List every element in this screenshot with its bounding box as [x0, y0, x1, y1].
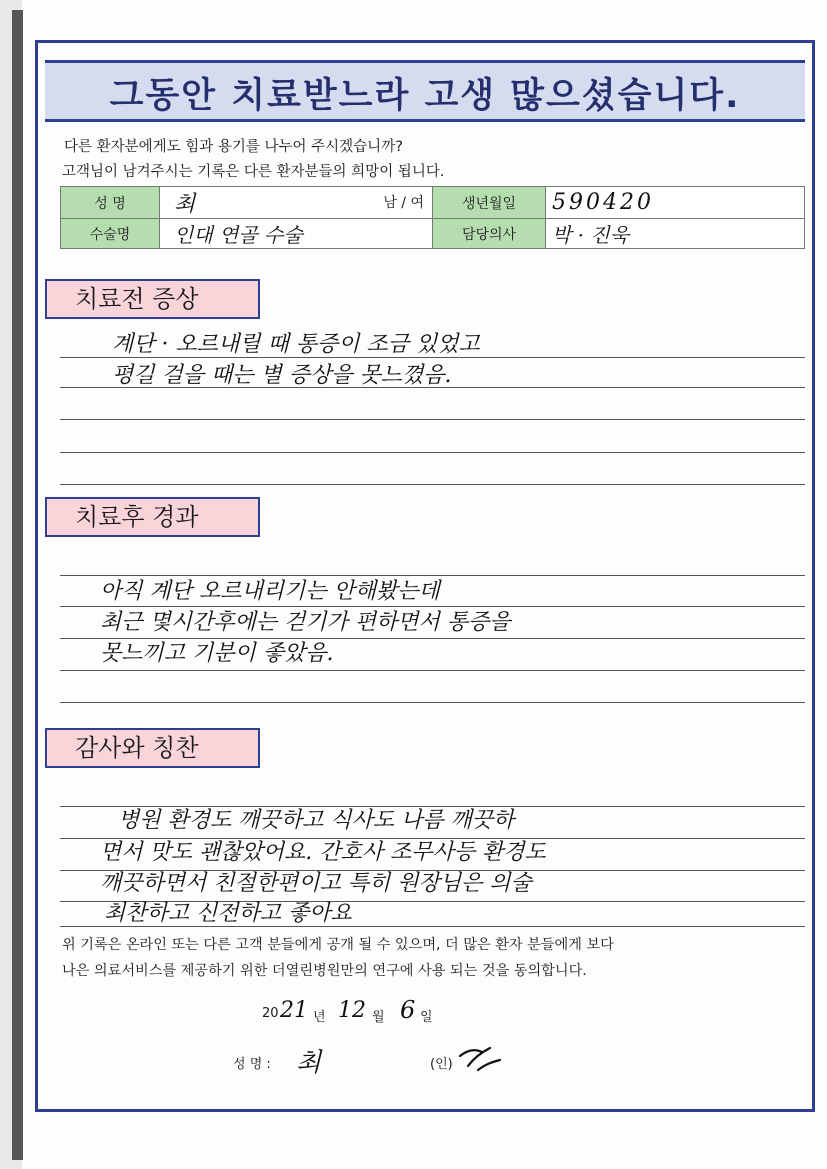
- scan-binding-bar: [12, 10, 23, 1160]
- after-text-line-2: 최근 몇시간후에는 걷기가 편하면서 통증을: [100, 610, 511, 635]
- date-year-prefix: 20: [262, 1006, 279, 1021]
- birth-field[interactable]: [546, 187, 805, 219]
- birth-value: 590420: [552, 190, 654, 215]
- date-month-value[interactable]: 12: [338, 998, 366, 1023]
- rule-line: [60, 484, 805, 485]
- thanks-praise-heading: 감사와 칭찬: [45, 728, 260, 768]
- birth-label: 생년월일: [433, 187, 546, 219]
- consent-line-2: 나은 의료서비스를 제공하기 위한 더열린병원만의 연구에 사용 되는 것을 동의합니다.: [62, 963, 587, 979]
- after-text-line-1: 아직 계단 오르내리기는 안해봤는데: [100, 579, 440, 604]
- thanks-text-line-4: 최찬하고 신전하고 좋아요: [104, 901, 352, 926]
- seal-label: (인): [430, 1057, 453, 1072]
- thanks-text-line-3: 깨끗하면서 친절한편이고 특히 원장님은 의술: [100, 871, 532, 896]
- date-year-value[interactable]: 21: [280, 998, 308, 1023]
- before-text-line-1: 계단 · 오르내릴 때 통증이 조금 있었고: [112, 332, 480, 357]
- surgery-field[interactable]: [160, 219, 433, 249]
- after-progress-heading: 치료후 경과: [45, 497, 260, 537]
- rule-line: [60, 702, 805, 703]
- thanks-text-line-1: 병원 환경도 깨끗하고 식사도 나름 깨끗하: [118, 808, 515, 833]
- name-label: 성 명: [61, 187, 160, 219]
- date-day-label: 일: [420, 1010, 433, 1025]
- rule-line: [60, 452, 805, 453]
- surgery-value: 인대 연골 수술: [174, 223, 303, 247]
- gender-selector[interactable]: 남 / 여: [383, 195, 424, 211]
- signature-label: 성 명 :: [233, 1057, 271, 1072]
- date-day-value[interactable]: 6: [400, 996, 416, 1024]
- doctor-label: 담당의사: [433, 219, 546, 249]
- intro-line-2: 고객님이 남겨주시는 기록은 다른 환자분들의 희망이 됩니다.: [62, 164, 445, 180]
- form-title: 그동안 치료받느라 고생 많으셨습니다.: [109, 76, 741, 116]
- after-text-line-3: 못느끼고 기분이 좋았음.: [100, 641, 334, 666]
- before-text-line-2: 평길 걸을 때는 별 증상을 못느꼈음.: [112, 363, 452, 388]
- intro-line-1: 다른 환자분에게도 힘과 용기를 나누어 주시겠습니까?: [64, 139, 403, 155]
- thanks-text-line-2: 면서 맛도 괜찮았어요. 간호사 조무사등 환경도: [100, 840, 546, 865]
- rule-line: [60, 670, 805, 671]
- surgery-label: 수술명: [61, 219, 160, 249]
- rule-line: [60, 419, 805, 420]
- doctor-field[interactable]: [546, 219, 805, 249]
- date-month-label: 월: [372, 1010, 385, 1025]
- patient-info-table: [60, 186, 805, 249]
- consent-line-1: 위 기록은 온라인 또는 다른 고객 분들에게 공개 될 수 있으며, 더 많은 환자 분들에게 보다: [62, 937, 614, 953]
- name-field[interactable]: [160, 187, 433, 219]
- name-value: 최: [174, 192, 196, 217]
- handwritten-seal-signature: [456, 1042, 506, 1078]
- doctor-value: 박 · 진욱: [552, 223, 630, 247]
- signature-name[interactable]: 최: [296, 1048, 322, 1078]
- date-year-label: 년: [313, 1010, 326, 1025]
- before-symptom-heading: 치료전 증상: [45, 279, 260, 319]
